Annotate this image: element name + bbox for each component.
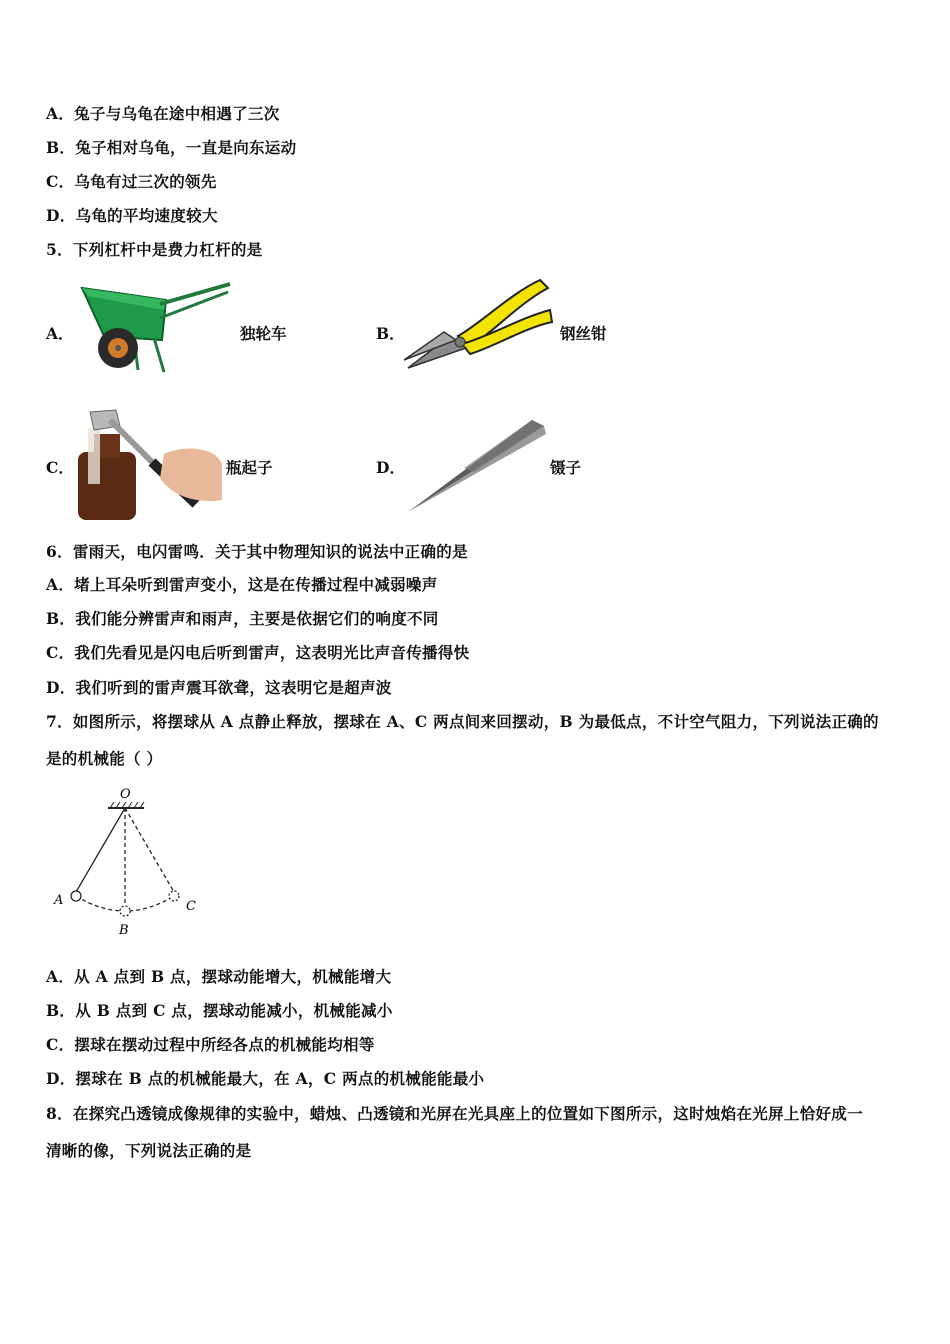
q4-option-d: D．乌龟的平均速度较大	[46, 206, 218, 225]
q8-stem-line1: 8．在探究凸透镜成像规律的实验中，蜡烛、凸透镜和光屏在光具座上的位置如下图所示，这时烛焰在光屏上恰好成一	[46, 1104, 863, 1123]
q7-option-c: C．摆球在摆动过程中所经各点的机械能均相等	[46, 1035, 375, 1054]
q4-option-b: B．兔子相对乌龟，一直是向东运动	[46, 138, 297, 157]
q5-option-b-letter: B．	[376, 324, 405, 343]
q5-option-c-label: 瓶起子	[226, 458, 273, 477]
pendulum-diagram	[44, 784, 214, 940]
q6-option-c: C．我们先看见是闪电后听到雷声，这表明光比声音传播得快	[46, 643, 470, 662]
q5-option-a-label: 独轮车	[240, 324, 287, 343]
pendulum-ball-b	[120, 906, 130, 916]
pendulum-label-a: A	[54, 893, 64, 908]
pendulum-label-c: C	[186, 899, 196, 914]
bottle-opener-image	[76, 404, 222, 520]
q5-option-d-label: 镊子	[550, 458, 582, 477]
wheelbarrow-image	[74, 274, 234, 378]
pendulum-label-b: B	[119, 923, 129, 938]
pendulum-ball-a	[71, 891, 81, 901]
q7-option-b: B．从 B 点到 C 点，摆球动能减小，机械能减小	[46, 1001, 393, 1020]
pendulum-ball-c	[169, 891, 179, 901]
pliers-image	[400, 274, 556, 374]
q6-option-b: B．我们能分辨雷声和雨声，主要是依据它们的响度不同	[46, 609, 439, 628]
q5-option-b-label: 钢丝钳	[560, 324, 607, 343]
q7-option-a: A．从 A 点到 B 点，摆球动能增大，机械能增大	[46, 967, 392, 986]
q5-option-c-letter: C．	[46, 458, 74, 477]
q4-option-a: A．兔子与乌龟在途中相遇了三次	[46, 104, 280, 123]
q5-stem: 5．下列杠杆中是费力杠杆的是	[46, 240, 263, 259]
q6-option-d: D．我们听到的雷声震耳欲聋，这表明它是超声波	[46, 678, 392, 697]
q4-option-c: C．乌龟有过三次的领先	[46, 172, 217, 191]
pendulum-label-o: O	[120, 787, 131, 802]
q5-option-a-letter: A．	[46, 324, 74, 343]
tweezers-image	[404, 414, 548, 514]
q7-option-d: D．摆球在 B 点的机械能最大，在 A，C 两点的机械能能最小	[46, 1069, 485, 1088]
q7-stem-line1: 7．如图所示，将摆球从 A 点静止释放，摆球在 A、C 两点间来回摆动，B 为最低点，不计空气阻力，下列说法正确的	[46, 712, 879, 731]
q6-option-a: A．堵上耳朵听到雷声变小，这是在传播过程中减弱噪声	[46, 575, 438, 594]
q8-stem-line2: 清晰的像，下列说法正确的是	[46, 1141, 252, 1160]
q6-stem: 6．雷雨天，电闪雷鸣．关于其中物理知识的说法中正确的是	[46, 542, 468, 561]
q5-option-d-letter: D．	[376, 458, 405, 477]
q7-stem-line2: 是的机械能（ ）	[46, 749, 163, 768]
